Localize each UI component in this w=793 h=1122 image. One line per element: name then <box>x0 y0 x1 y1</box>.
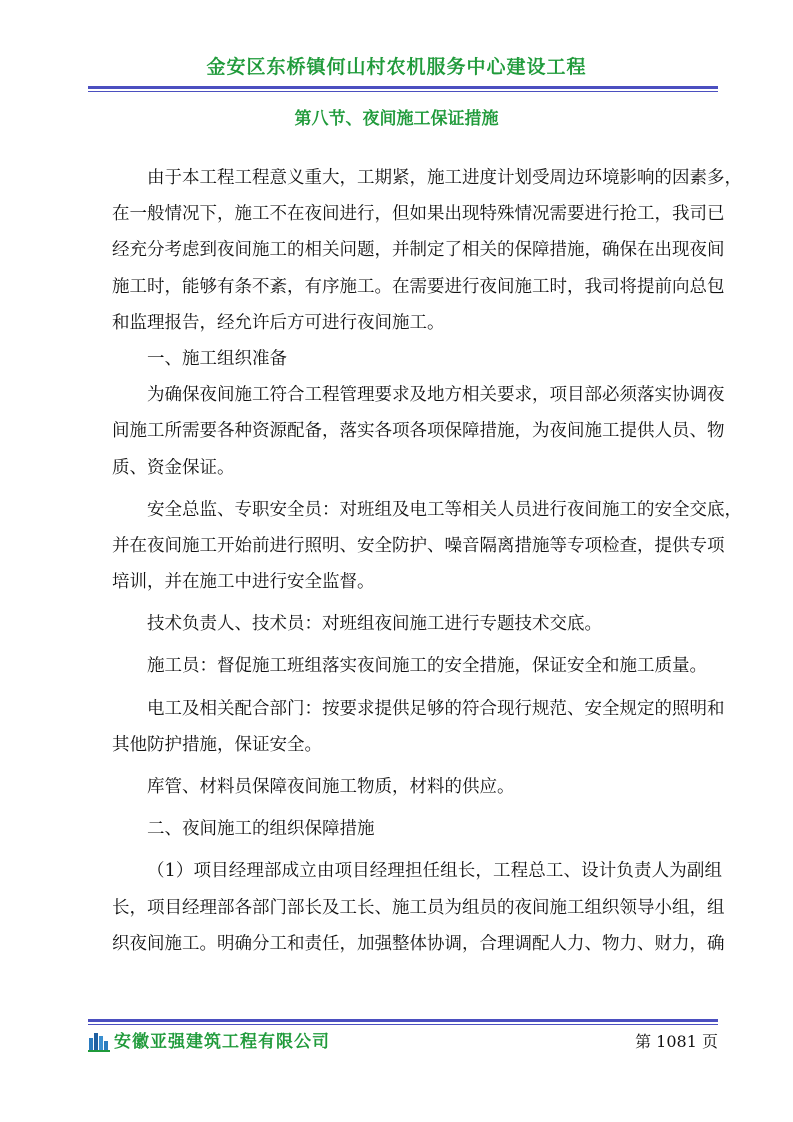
paragraph-line: 电工及相关配合部门：按要求提供足够的符合现行规范、安全规定的照明和 <box>147 698 725 719</box>
paragraph-line: 织夜间施工。明确分工和责任，加强整体协调，合理调配人力、物力、财力，确 <box>112 933 725 954</box>
section-title: 第八节、夜间施工保证措施 <box>294 109 499 129</box>
company-name: 安徽亚强建筑工程有限公司 <box>114 1032 330 1052</box>
paragraph-line: 由于本工程工程意义重大，工期紧，施工进度计划受周边环境影响的因素多， <box>147 168 742 188</box>
document-header-title: 金安区东桥镇何山村农机服务中心建设工程 <box>206 56 587 78</box>
paragraph-line: 技术负责人、技术员：对班组夜间施工进行专题技术交底。 <box>147 614 602 635</box>
subsection-heading: 一、施工组织准备 <box>147 348 287 369</box>
paragraph-line: 安全总监、专职安全员：对班组及电工等相关人员进行夜间施工的安全交底， <box>147 499 742 520</box>
paragraph-line: 培训，并在施工中进行安全监督。 <box>112 572 375 593</box>
paragraph-line: 间施工所需要各种资源配备，落实各项各项保障措施，为夜间施工提供人员、物 <box>112 421 725 442</box>
paragraph-line: 库管、材料员保障夜间施工物质，材料的供应。 <box>147 777 515 797</box>
page-number: 第 1081 页 <box>635 1032 718 1051</box>
paragraph-line: 在一般情况下，施工不在夜间进行，但如果出现特殊情况需要进行抢工，我司已 <box>112 204 725 225</box>
document-body <box>112 160 742 962</box>
paragraph-line: 其他防护措施，保证安全。 <box>112 734 322 755</box>
paragraph-line: 质、资金保证。 <box>112 457 235 478</box>
paragraph-line: 并在夜间施工开始前进行照明、安全防护、噪音隔离措施等专项检查，提供专项 <box>112 535 725 556</box>
paragraph-line: 施工员：督促施工班组落实夜间施工的安全措施，保证安全和施工质量。 <box>147 656 707 677</box>
paragraph-line: 为确保夜间施工符合工程管理要求及地方相关要求，项目部必须落实协调夜 <box>147 385 725 406</box>
building-logo-icon <box>88 1030 110 1052</box>
header-rule-thick <box>88 86 718 89</box>
paragraph-line: 施工时，能够有条不紊，有序施工。在需要进行夜间施工时，我司将提前向总包 <box>112 276 725 297</box>
footer-rule-thin <box>88 1024 718 1025</box>
header-rule-thin <box>88 91 718 92</box>
paragraph-line: 和监理报告，经允许后方可进行夜间施工。 <box>112 312 445 333</box>
page-footer <box>88 1028 718 1058</box>
subsection-heading: 二、夜间施工的组织保障措施 <box>147 819 375 840</box>
footer-rule-thick <box>88 1019 718 1022</box>
paragraph-line: 经充分考虑到夜间施工的相关问题，并制定了相关的保障措施，确保在出现夜间 <box>112 240 725 261</box>
paragraph-line: 长，项目经理部各部门部长及工长、施工员为组员的夜间施工组织领导小组，组 <box>112 897 725 918</box>
paragraph-line: （1）项目经理部成立由项目经理担任组长，工程总工、设计负责人为副组 <box>147 861 722 882</box>
